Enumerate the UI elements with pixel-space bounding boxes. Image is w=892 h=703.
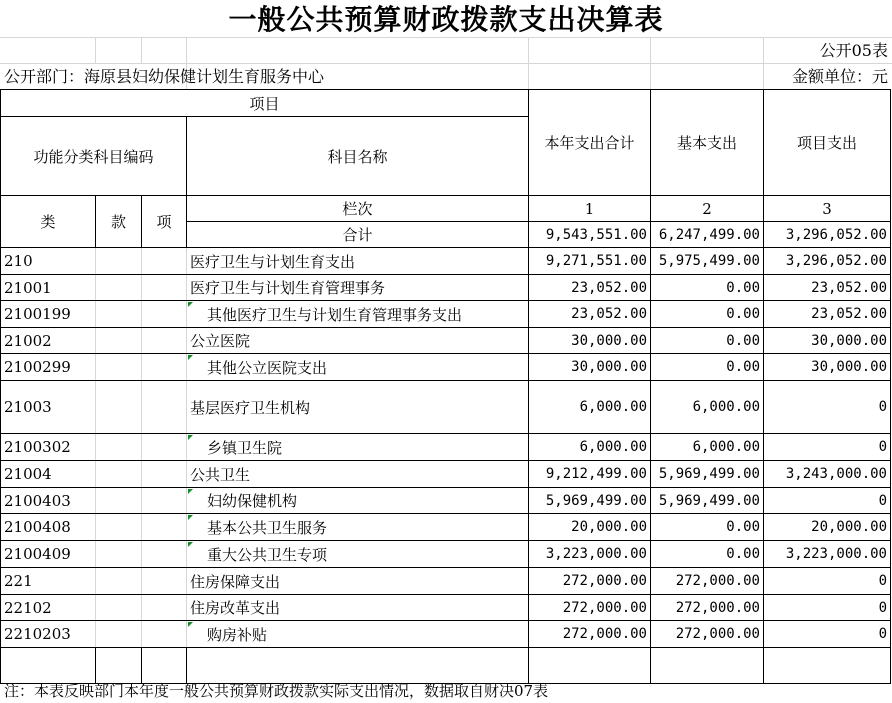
row-subject-name <box>187 595 529 621</box>
row-total <box>529 301 651 328</box>
row-kuan <box>96 514 142 541</box>
cell-marker-icon <box>188 355 193 360</box>
table-row <box>1 488 891 514</box>
header-total: 本年支出合计 <box>529 90 651 196</box>
row-total <box>529 275 651 301</box>
row-subject-name-text: 公立医院 <box>190 332 251 350</box>
row-kuan <box>96 328 142 354</box>
table-row <box>1 381 891 434</box>
row-total-text: 20,000.00 <box>571 519 647 535</box>
row-code <box>1 568 96 595</box>
table-row <box>1 354 891 381</box>
row-subject-name <box>187 488 529 514</box>
row-code <box>1 461 96 488</box>
row-code-text: 2100199 <box>4 305 71 323</box>
total-label: 合计 <box>187 222 529 248</box>
row-code <box>1 354 96 381</box>
table-row <box>1 568 891 595</box>
sheet-gridline <box>95 37 96 63</box>
row-basic <box>651 541 764 568</box>
row-subject-name <box>187 301 529 328</box>
row-basic <box>651 248 764 275</box>
row-basic <box>651 595 764 621</box>
row-total <box>529 595 651 621</box>
table-code: 公开05表 <box>819 41 888 60</box>
row-xiang <box>142 275 187 301</box>
row-basic <box>651 461 764 488</box>
row-kuan <box>96 461 142 488</box>
row-basic-text: 5,975,499.00 <box>658 253 760 269</box>
row-basic <box>651 354 764 381</box>
header-col-num-3: 3 <box>764 196 891 222</box>
row-xiang <box>142 514 187 541</box>
row-total <box>529 488 651 514</box>
row-subject-name-text: 购房补贴 <box>207 625 268 644</box>
row-subject-name-text: 其他公立医院支出 <box>207 358 328 377</box>
row-xiang <box>142 354 187 381</box>
row-project <box>764 301 891 328</box>
table-row <box>1 621 891 648</box>
row-subject-name <box>187 248 529 275</box>
row-subject-name <box>187 568 529 595</box>
row-basic <box>651 514 764 541</box>
row-subject-name-text: 住房保障支出 <box>190 572 281 591</box>
row-code-text: 21002 <box>4 331 52 350</box>
row-basic <box>651 621 764 648</box>
row-subject-name-text: 医疗卫生与计划生育管理事务 <box>190 279 386 297</box>
row-total-text: 30,000.00 <box>571 359 647 375</box>
row-subject-name-text: 医疗卫生与计划生育支出 <box>190 252 356 271</box>
row-subject-name <box>187 354 529 381</box>
row-project-text: 3,223,000.00 <box>785 546 887 562</box>
row-xiang <box>142 301 187 328</box>
row-code <box>1 488 96 514</box>
cell-marker-icon <box>188 489 193 494</box>
row-project-text: 0 <box>878 399 887 415</box>
row-xiang <box>142 328 187 354</box>
header-subject-name: 科目名称 <box>187 117 529 196</box>
row-basic-text: 5,969,499.00 <box>658 466 760 482</box>
row-subject-name <box>187 461 529 488</box>
row-xiang <box>142 568 187 595</box>
header-basic: 基本支出 <box>651 90 764 196</box>
row-xiang <box>142 595 187 621</box>
table-row <box>1 275 891 301</box>
row-subject-name-text: 重大公共卫生专项 <box>207 545 328 564</box>
row-basic <box>651 488 764 514</box>
row-subject-name-text: 妇幼保健机构 <box>207 492 298 510</box>
row-total <box>529 328 651 354</box>
row-total <box>529 248 651 275</box>
row-project-text: 3,243,000.00 <box>785 466 887 482</box>
row-basic <box>651 568 764 595</box>
header-lanci: 栏次 <box>187 196 529 222</box>
header-xiang: 项 <box>142 196 187 248</box>
row-code <box>1 541 96 568</box>
row-basic-text: 0.00 <box>726 359 760 375</box>
row-basic-text: 272,000.00 <box>675 573 760 589</box>
total-project: 3,296,052.00 <box>764 222 891 248</box>
empty-cell <box>764 648 891 684</box>
row-subject-name-text: 其他医疗卫生与计划生育管理事务支出 <box>207 305 463 324</box>
row-basic-text: 0.00 <box>726 546 760 562</box>
row-project-text: 20,000.00 <box>811 519 887 535</box>
row-code-text: 2100408 <box>4 518 71 536</box>
row-code-text: 2100302 <box>4 438 71 456</box>
row-basic-text: 272,000.00 <box>675 626 760 642</box>
total-amount: 9,543,551.00 <box>529 222 651 248</box>
row-code-text: 2100403 <box>4 491 71 510</box>
row-kuan <box>96 595 142 621</box>
row-basic <box>651 275 764 301</box>
row-total <box>529 541 651 568</box>
row-basic-text: 5,969,499.00 <box>658 492 760 509</box>
row-subject-name <box>187 434 529 461</box>
row-project <box>764 621 891 648</box>
table-row <box>1 541 891 568</box>
row-xiang <box>142 488 187 514</box>
row-code <box>1 248 96 275</box>
row-basic-text: 0.00 <box>726 519 760 535</box>
row-total <box>529 621 651 648</box>
row-basic <box>651 328 764 354</box>
row-code-text: 2100409 <box>4 545 71 563</box>
cell-marker-icon <box>188 622 193 627</box>
empty-cell <box>651 648 764 684</box>
row-project-text: 23,052.00 <box>811 306 887 322</box>
table-row <box>1 461 891 488</box>
budget-table <box>0 89 891 684</box>
header-project: 项目 <box>1 90 529 117</box>
header-project-expense: 项目支出 <box>764 90 891 196</box>
row-basic <box>651 301 764 328</box>
row-project <box>764 248 891 275</box>
row-total-text: 5,969,499.00 <box>545 492 647 509</box>
header-kuan: 款 <box>96 196 142 248</box>
row-total <box>529 514 651 541</box>
cell-marker-icon <box>188 542 193 547</box>
row-subject-name-text: 基本公共卫生服务 <box>207 518 328 537</box>
row-xiang <box>142 621 187 648</box>
row-total-text: 9,212,499.00 <box>545 466 647 482</box>
row-project-text: 0 <box>878 626 887 642</box>
row-subject-name-text: 基层医疗卫生机构 <box>190 398 311 417</box>
row-basic-text: 272,000.00 <box>675 599 760 616</box>
row-basic <box>651 381 764 434</box>
row-subject-name-text: 公共卫生 <box>190 465 251 484</box>
row-subject-name-text: 住房改革支出 <box>190 599 281 617</box>
row-project <box>764 568 891 595</box>
row-subject-name <box>187 275 529 301</box>
row-code <box>1 434 96 461</box>
row-code <box>1 514 96 541</box>
row-code-text: 21003 <box>4 398 52 416</box>
row-xiang <box>142 248 187 275</box>
row-total <box>529 434 651 461</box>
row-code <box>1 621 96 648</box>
row-project <box>764 514 891 541</box>
row-xiang <box>142 541 187 568</box>
row-code-text: 21001 <box>4 278 52 297</box>
row-kuan <box>96 301 142 328</box>
row-project-text: 3,296,052.00 <box>785 253 887 269</box>
sheet-gridline <box>650 37 651 89</box>
sheet-gridline <box>763 37 764 89</box>
row-xiang <box>142 434 187 461</box>
row-total-text: 23,052.00 <box>571 306 647 322</box>
row-total-text: 272,000.00 <box>562 626 647 642</box>
row-subject-name <box>187 381 529 434</box>
row-code <box>1 275 96 301</box>
row-project <box>764 381 891 434</box>
table-row <box>1 595 891 621</box>
row-project-text: 0 <box>878 492 887 509</box>
row-code-text: 2210203 <box>4 625 71 643</box>
row-project-text: 30,000.00 <box>811 359 887 375</box>
row-total <box>529 354 651 381</box>
row-project <box>764 328 891 354</box>
row-total-text: 272,000.00 <box>562 573 647 589</box>
row-project-text: 23,052.00 <box>811 279 887 296</box>
table-row <box>1 514 891 541</box>
row-total-text: 23,052.00 <box>571 279 647 296</box>
row-code <box>1 381 96 434</box>
row-basic-text: 6,000.00 <box>692 439 760 455</box>
row-subject-name-text: 乡镇卫生院 <box>207 438 283 457</box>
row-total-text: 272,000.00 <box>562 599 647 616</box>
row-kuan <box>96 541 142 568</box>
row-subject-name <box>187 621 529 648</box>
row-code-text: 2100299 <box>4 358 71 376</box>
row-code-text: 21004 <box>4 465 52 483</box>
row-code <box>1 328 96 354</box>
sheet-gridline <box>141 37 142 63</box>
header-col-num-1: 1 <box>529 196 651 222</box>
row-xiang <box>142 381 187 434</box>
row-code <box>1 595 96 621</box>
row-project <box>764 595 891 621</box>
row-total <box>529 381 651 434</box>
table-row <box>1 248 891 275</box>
row-basic-text: 0.00 <box>726 306 760 322</box>
row-project-text: 30,000.00 <box>811 332 887 349</box>
row-project-text: 0 <box>878 439 887 455</box>
cell-marker-icon <box>188 435 193 440</box>
row-kuan <box>96 621 142 648</box>
sheet-gridline <box>0 37 892 38</box>
cell-marker-icon <box>188 302 193 307</box>
row-basic-text: 0.00 <box>726 332 760 349</box>
table-row <box>1 434 891 461</box>
row-basic-text: 0.00 <box>726 279 760 296</box>
row-total <box>529 568 651 595</box>
row-project <box>764 488 891 514</box>
row-subject-name <box>187 541 529 568</box>
row-subject-name <box>187 328 529 354</box>
header-func-code: 功能分类科目编码 <box>1 117 187 196</box>
header-col-num-2: 2 <box>651 196 764 222</box>
unit-label: 金额单位：元 <box>791 67 888 86</box>
row-kuan <box>96 275 142 301</box>
page-title: 一般公共预算财政拨款支出决算表 <box>228 3 664 36</box>
row-kuan <box>96 381 142 434</box>
row-project <box>764 275 891 301</box>
total-basic: 6,247,499.00 <box>651 222 764 248</box>
row-project-text: 0 <box>878 599 887 616</box>
row-code-text: 221 <box>4 572 33 590</box>
row-total-text: 9,271,551.00 <box>545 253 647 269</box>
row-project <box>764 461 891 488</box>
row-subject-name <box>187 514 529 541</box>
row-kuan <box>96 568 142 595</box>
row-kuan <box>96 248 142 275</box>
header-lei: 类 <box>1 196 96 248</box>
row-project <box>764 541 891 568</box>
row-project <box>764 434 891 461</box>
row-kuan <box>96 488 142 514</box>
row-code <box>1 301 96 328</box>
row-total-text: 30,000.00 <box>571 332 647 349</box>
row-xiang <box>142 461 187 488</box>
department-label: 公开部门：海原县妇幼保健计划生育服务中心 <box>4 67 325 86</box>
row-project <box>764 354 891 381</box>
row-code-text: 22102 <box>4 598 52 617</box>
row-total <box>529 461 651 488</box>
sheet-gridline <box>528 37 529 89</box>
row-kuan <box>96 434 142 461</box>
row-project-text: 0 <box>878 573 887 589</box>
row-total-text: 3,223,000.00 <box>545 546 647 562</box>
footnote: 注：本表反映部门本年度一般公共预算财政拨款实际支出情况，数据取自财决07表 <box>4 682 549 700</box>
cell-marker-icon <box>188 515 193 520</box>
row-code-text: 210 <box>4 252 33 270</box>
row-total-text: 6,000.00 <box>579 399 647 415</box>
table-row <box>1 328 891 354</box>
table-row <box>1 301 891 328</box>
row-basic-text: 6,000.00 <box>692 399 760 415</box>
row-kuan <box>96 354 142 381</box>
row-basic <box>651 434 764 461</box>
row-total-text: 6,000.00 <box>579 439 647 455</box>
